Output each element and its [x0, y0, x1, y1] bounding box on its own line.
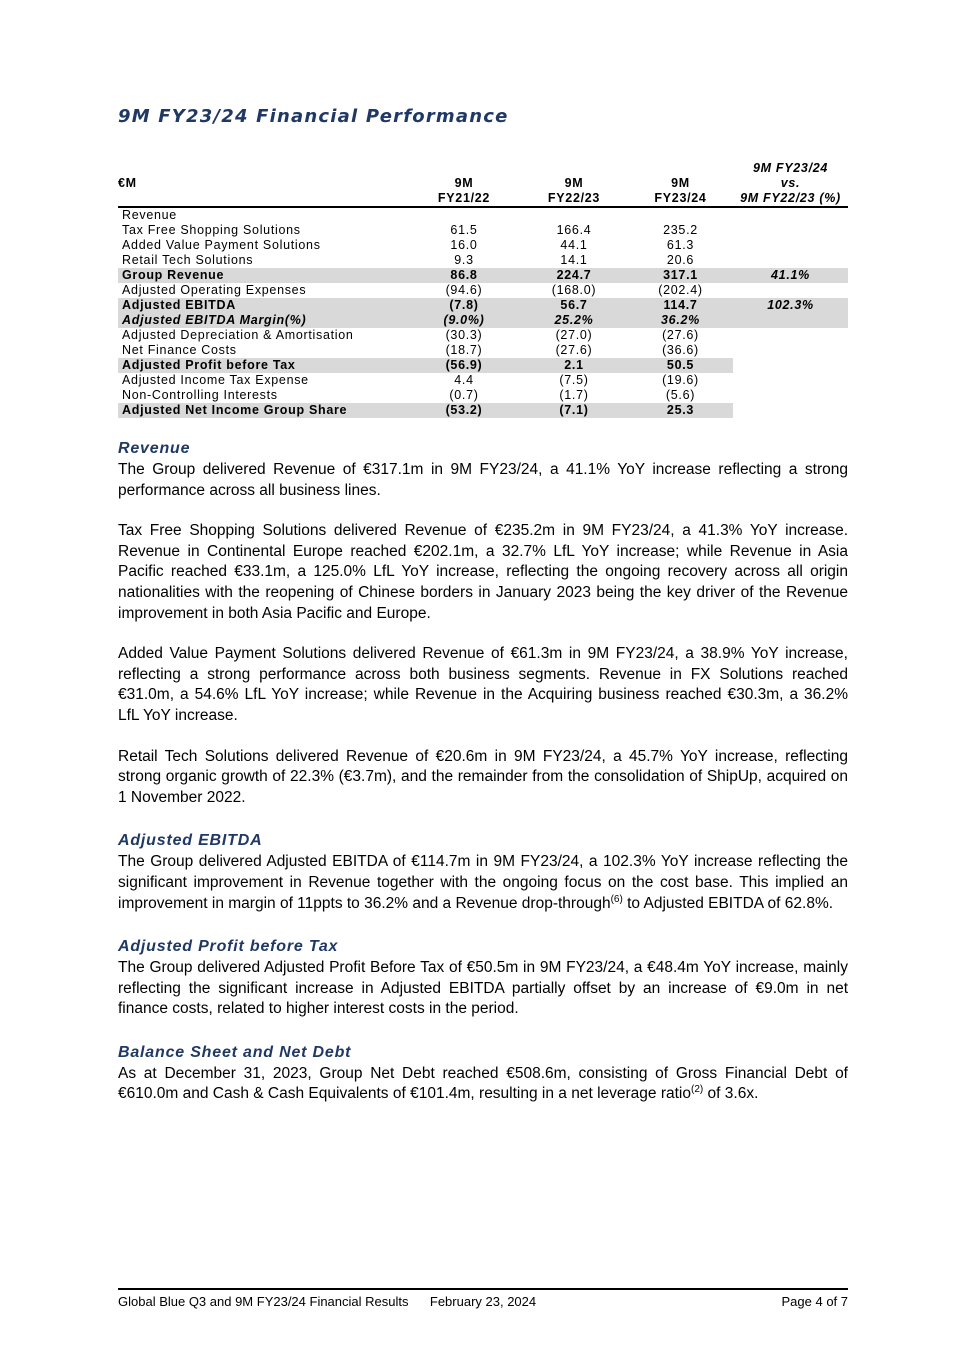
section-heading: Adjusted Profit before Tax	[118, 938, 339, 956]
table-row	[118, 343, 848, 358]
table-row	[118, 238, 848, 253]
row-value	[520, 207, 628, 223]
paragraph: Added Value Payment Solutions delivered Revenue of €61.3m in 9M FY23/24, a 38.9% YoY increase, reflecting a strong performance across both business segments. Revenue in FX Solutions reached €31.0m, a 54.6% LfL YoY increase; while Revenue in the Acquiring business reached €30.3m, a 36.2% LfL YoY increase.	[118, 645, 848, 724]
row-value: (5.6)	[665, 388, 696, 402]
paragraph: Tax Free Shopping Solutions delivered Revenue of €235.2m in 9M FY23/24, a 41.3% YoY increase. Revenue in Continental Europe reached €202.1m, a 32.7% LfL YoY increase; while Revenue in Asia Pacific reached €33.1m, a 125.0% LfL YoY increase, reflecting the ongoing recovery across all origin nationalities with the reopening of Chinese borders in January 2023 being the key driver of the Revenue improvement in both Asia Pacific and Europe.	[118, 522, 848, 622]
row-value: (56.9)	[408, 358, 520, 373]
table-row	[118, 223, 848, 238]
footnote-reference: (6)	[610, 893, 623, 905]
row-yoy-value: 102.3%	[733, 298, 848, 313]
row-value: 50.5	[628, 358, 733, 373]
row-value: 61.3	[666, 238, 695, 252]
row-yoy-value	[733, 223, 848, 238]
row-label: Adjusted Profit before Tax	[118, 358, 408, 373]
row-value: (168.0)	[551, 283, 597, 297]
row-label: Adjusted Operating Expenses	[122, 283, 307, 297]
row-value: 16.0	[450, 238, 478, 252]
document-page	[118, 0, 848, 1125]
row-yoy-value: 41.1%	[733, 268, 848, 283]
table-row	[118, 313, 848, 328]
column-header-fy2223	[520, 161, 628, 207]
column-header-line: 9M	[671, 176, 690, 190]
row-yoy-value	[733, 403, 848, 418]
row-value: 44.1	[560, 238, 588, 252]
row-value: 56.7	[520, 298, 628, 313]
row-value: 61.5	[450, 223, 478, 237]
row-value: (202.4)	[658, 283, 703, 297]
row-value: (53.2)	[408, 403, 520, 418]
page-title: 9M FY23/24 Financial Performance	[118, 106, 509, 127]
row-yoy-value	[733, 388, 848, 403]
row-value: 317.1	[628, 268, 733, 283]
row-value: (0.7)	[449, 388, 479, 402]
row-value: 114.7	[628, 298, 733, 313]
column-header-line: FY21/22	[437, 191, 491, 205]
unit-column-header: €M	[118, 161, 408, 207]
row-value: (7.5)	[559, 373, 589, 387]
report-sections	[118, 440, 848, 1105]
row-yoy-value	[733, 328, 848, 343]
section-heading: Adjusted EBITDA	[118, 832, 263, 850]
table-row	[118, 328, 848, 343]
row-value: 224.7	[520, 268, 628, 283]
row-value: (9.0%)	[408, 313, 520, 328]
table-row	[118, 358, 848, 373]
column-header-fy2324	[628, 161, 733, 207]
row-value: (7.8)	[408, 298, 520, 313]
row-value	[628, 207, 733, 223]
row-value: 36.2%	[628, 313, 733, 328]
paragraph: As at December 31, 2023, Group Net Debt reached €508.6m, consisting of Gross Financial Debt of €610.0m and Cash & Cash Equivalents of €101.4m, resulting in a net leverage ratio$^{(2)}$ of 3.6x.	[118, 1064, 848, 1103]
row-value: (36.6)	[662, 343, 699, 357]
row-value: (1.7)	[559, 388, 589, 402]
row-label: Revenue	[122, 208, 177, 222]
footer-date: February 23, 2024	[429, 1294, 537, 1309]
row-label: Adjusted EBITDA	[118, 298, 408, 313]
row-yoy-value	[733, 313, 848, 328]
column-header-line: FY23/24	[654, 191, 707, 205]
table-row	[118, 298, 848, 313]
page-footer	[118, 1288, 848, 1310]
paragraph: The Group delivered Revenue of €317.1m in 9M FY23/24, a 41.1% YoY increase reflecting a strong performance across all business lines.	[118, 461, 848, 499]
paragraph: Retail Tech Solutions delivered Revenue of €20.6m in 9M FY23/24, a 45.7% YoY increase, reflecting strong organic growth of 22.3% (€3.7m), and the remainder from the consolidation of ShipUp, acquired on 1 November 2022.	[118, 747, 848, 806]
row-value	[408, 207, 520, 223]
column-header-line: 9M FY23/24	[752, 161, 829, 175]
table-row	[118, 268, 848, 283]
row-yoy-value	[733, 253, 848, 268]
column-header-yoy-change	[733, 161, 848, 207]
table-row	[118, 253, 848, 268]
row-label: Adjusted Net Income Group Share	[118, 403, 408, 418]
row-value: (7.1)	[520, 403, 628, 418]
row-value: 235.2	[663, 223, 698, 237]
column-header-line: vs.	[780, 176, 801, 190]
row-yoy-value	[733, 283, 848, 298]
row-label: Adjusted EBITDA Margin(%)	[118, 313, 408, 328]
row-value: 25.2%	[520, 313, 628, 328]
paragraph: The Group delivered Adjusted Profit Before Tax of €50.5m in 9M FY23/24, a €48.4m YoY increase, mainly reflecting the significant increase in Adjusted EBITDA partially offset by an increase of €9.0m in net finance costs, related to higher interest costs in the period.	[118, 959, 848, 1018]
column-header-line: 9M	[454, 176, 474, 190]
row-value: (27.0)	[555, 328, 593, 342]
paragraph: The Group delivered Adjusted EBITDA of €114.7m in 9M FY23/24, a 102.3% YoY increase reflecting the significant improvement in Revenue together with the ongoing focus on the cost base. This implied an improvement in margin of 11ppts to 36.2% and a Revenue drop-through$^{(6)}$ to Adjusted EBITDA of 62.8%.	[118, 853, 848, 912]
row-label: Retail Tech Solutions	[122, 253, 254, 267]
row-yoy-value	[733, 373, 848, 388]
row-yoy-value	[733, 358, 848, 373]
row-value: (27.6)	[555, 343, 593, 357]
footer-page-number: Page 4 of 7	[781, 1294, 848, 1309]
table-row	[118, 388, 848, 403]
section-heading: Revenue	[118, 440, 191, 457]
column-header-line: 9M	[564, 176, 584, 190]
table-row	[118, 283, 848, 298]
row-label: Group Revenue	[118, 268, 408, 283]
row-value: (30.3)	[445, 328, 483, 342]
row-value: (18.7)	[445, 343, 483, 357]
row-value: 9.3	[454, 253, 474, 267]
row-value: 86.8	[408, 268, 520, 283]
row-value: 14.1	[560, 253, 588, 267]
row-value: 166.4	[556, 223, 592, 237]
row-label: Adjusted Depreciation & Amortisation	[122, 328, 354, 342]
row-value: 4.4	[454, 373, 474, 387]
table-row	[118, 403, 848, 418]
row-yoy-value	[733, 343, 848, 358]
row-label: Non-Controlling Interests	[122, 388, 278, 402]
row-value: 2.1	[520, 358, 628, 373]
row-label: Tax Free Shopping Solutions	[122, 223, 301, 237]
table-body	[118, 207, 848, 418]
row-yoy-value	[733, 207, 848, 223]
row-value: (19.6)	[662, 373, 699, 387]
column-header-fy2122	[408, 161, 520, 207]
section-heading: Balance Sheet and Net Debt	[118, 1043, 352, 1061]
column-header-line: FY22/23	[547, 191, 601, 205]
row-value: 25.3	[628, 403, 733, 418]
table-row	[118, 207, 848, 223]
footnote-reference: (2)	[691, 1084, 704, 1096]
footer-document-title: Global Blue Q3 and 9M FY23/24 Financial Results	[118, 1294, 409, 1309]
row-label: Added Value Payment Solutions	[122, 238, 321, 252]
column-header-line: 9M FY22/23 (%)	[740, 191, 841, 205]
row-value: 20.6	[666, 253, 695, 267]
table-row	[118, 373, 848, 388]
financial-performance-table	[118, 161, 848, 418]
row-label: Adjusted Income Tax Expense	[122, 373, 309, 387]
row-value: (94.6)	[445, 283, 483, 297]
row-label: Net Finance Costs	[122, 343, 237, 357]
table-header	[118, 161, 848, 207]
table-header-row	[118, 161, 848, 207]
row-value: (27.6)	[662, 328, 699, 342]
row-yoy-value	[733, 238, 848, 253]
